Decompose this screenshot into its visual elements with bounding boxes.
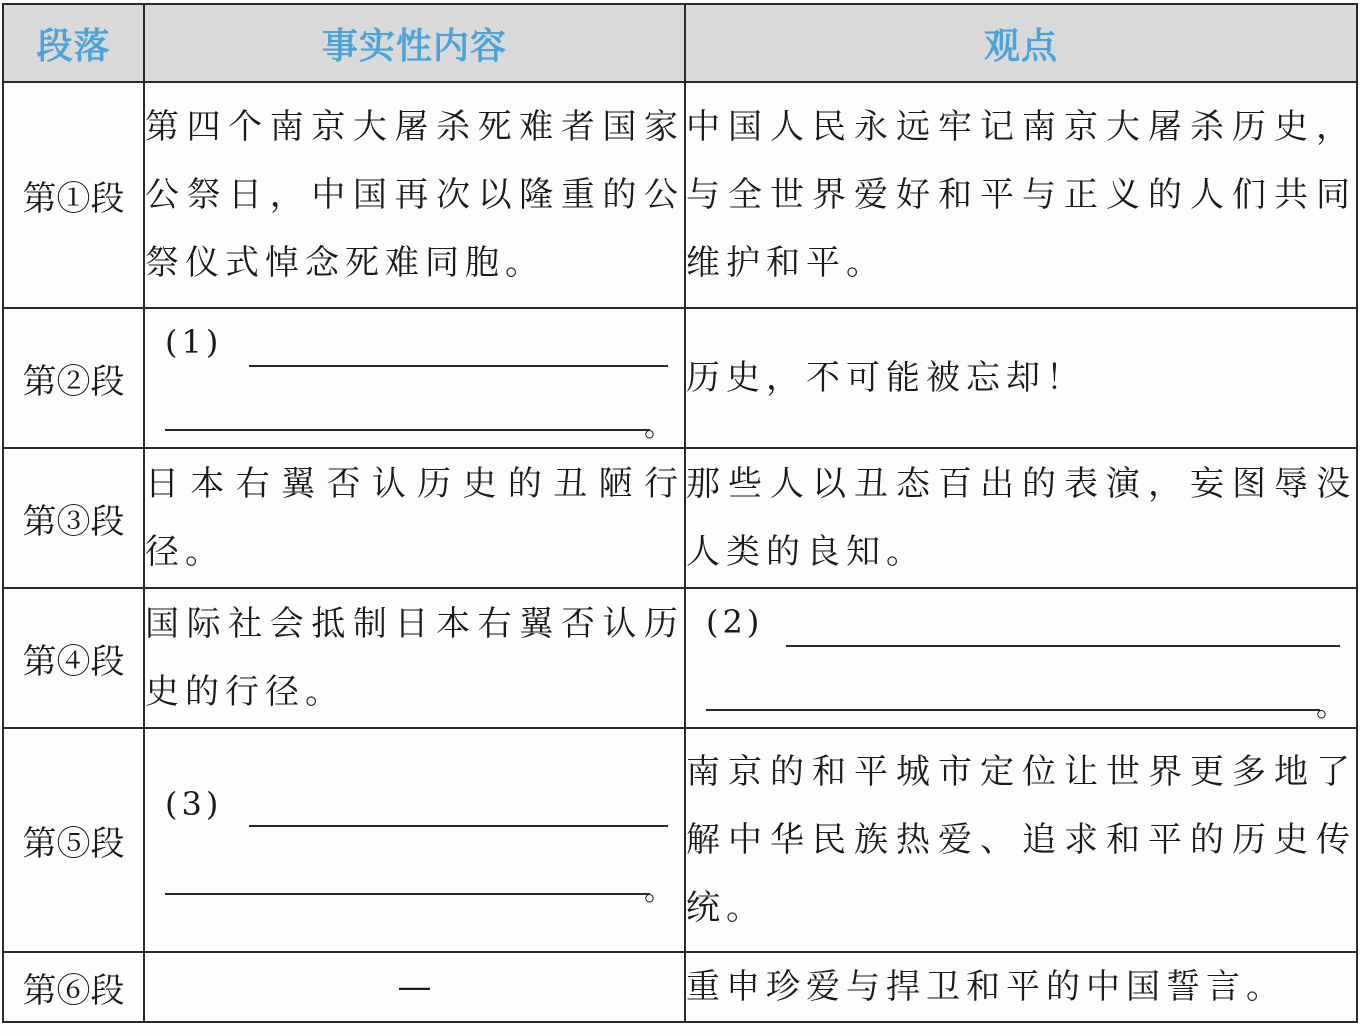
view-cell: 那些人以丑态百出的表演，妄图辱没人类的良知。 xyxy=(685,448,1357,588)
table-row xyxy=(3,308,1357,448)
view-blank-cell[interactable] xyxy=(685,588,1357,728)
table-row xyxy=(3,448,1357,588)
paragraph-label: 第②段 xyxy=(3,308,144,448)
paragraph-label: 第④段 xyxy=(3,588,144,728)
table-row xyxy=(3,588,1357,728)
paragraph-label: 第⑤段 xyxy=(3,728,144,952)
answer-blank-3[interactable] xyxy=(145,729,684,951)
table-row xyxy=(3,82,1357,308)
blank-end-mark: 。 xyxy=(644,409,674,444)
blank-line[interactable] xyxy=(249,825,668,827)
view-cell: 中国人民永远牢记南京大屠杀历史，与全世界爱好和平与正义的人们共同维护和平。 xyxy=(685,82,1357,308)
blank-line[interactable] xyxy=(165,893,650,895)
fact-cell: 国际社会抵制日本右翼否认历史的行径。 xyxy=(144,588,685,728)
blank-line[interactable] xyxy=(249,365,668,367)
header-fact: 事实性内容 xyxy=(144,4,685,82)
header-paragraph: 段落 xyxy=(3,4,144,82)
table-row xyxy=(3,728,1357,952)
fact-cell: 第四个南京大屠杀死难者国家公祭日，中国再次以隆重的公祭仪式悼念死难同胞。 xyxy=(144,82,685,308)
paragraph-label: 第⑥段 xyxy=(3,952,144,1022)
blank-line[interactable] xyxy=(165,429,650,431)
fact-blank-cell[interactable] xyxy=(144,728,685,952)
paragraph-label: 第③段 xyxy=(3,448,144,588)
table-row xyxy=(3,952,1357,1022)
blank-number: (1) xyxy=(165,323,223,361)
view-cell: 重申珍爱与捍卫和平的中国誓言。 xyxy=(685,952,1357,1022)
view-cell: 南京的和平城市定位让世界更多地了解中华民族热爱、追求和平的历史传统。 xyxy=(685,728,1357,952)
blank-line[interactable] xyxy=(706,709,1320,711)
header-view: 观点 xyxy=(685,4,1357,82)
analysis-table xyxy=(2,3,1358,1023)
fact-cell-empty: — xyxy=(144,952,685,1022)
answer-blank-1[interactable] xyxy=(145,309,684,447)
table-header-row xyxy=(3,4,1357,82)
blank-number: (3) xyxy=(165,785,223,823)
fact-cell: 日本右翼否认历史的丑陋行径。 xyxy=(144,448,685,588)
blank-end-mark: 。 xyxy=(644,873,674,908)
blank-end-mark: 。 xyxy=(1316,689,1346,724)
view-cell: 历史，不可能被忘却！ xyxy=(685,308,1357,448)
blank-number: (2) xyxy=(706,603,764,641)
answer-blank-2[interactable] xyxy=(686,589,1356,727)
blank-line[interactable] xyxy=(786,645,1340,647)
paragraph-label: 第①段 xyxy=(3,82,144,308)
fact-blank-cell[interactable] xyxy=(144,308,685,448)
